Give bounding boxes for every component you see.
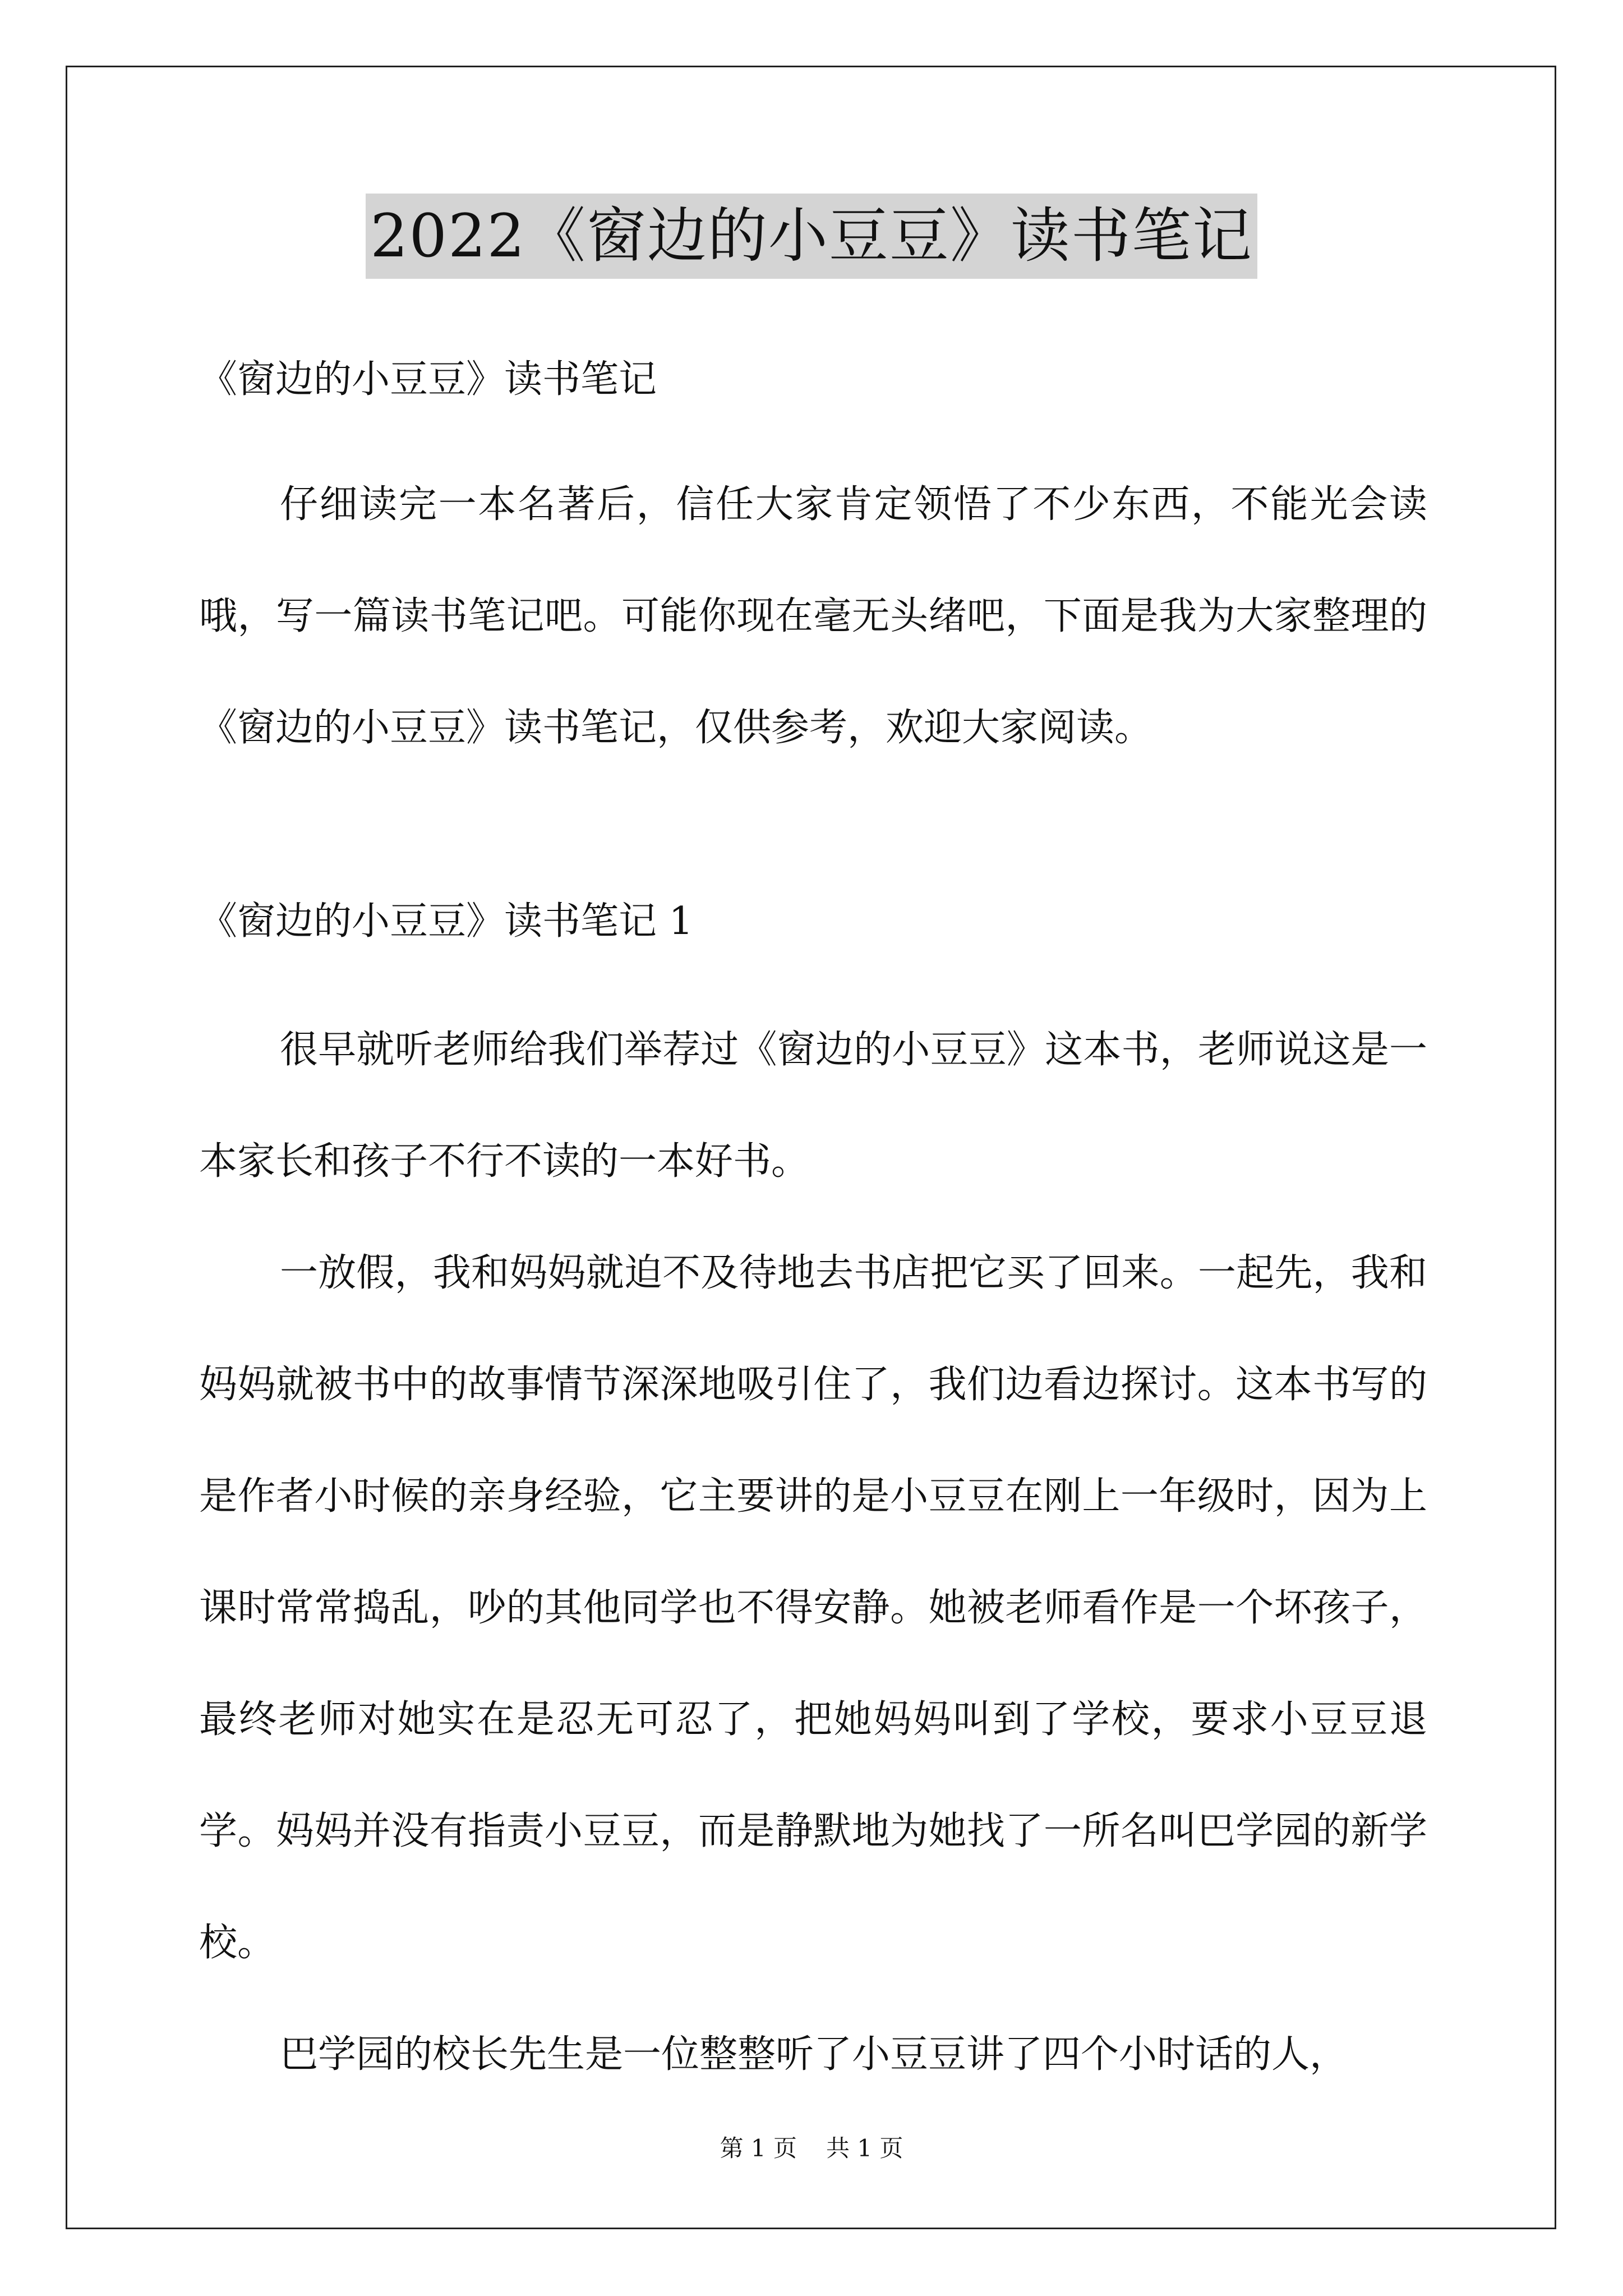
intro-paragraph: 仔细读完一本名著后，信任大家肯定领悟了不少东西，不能光会读哦，写一篇读书笔记吧。可能你现在毫无头绪吧，下面是我为大家整理的《窗边的小豆豆》读书笔记，仅供参考，欢迎大家阅读。	[199, 482, 1427, 750]
document-title: 2022《窗边的小豆豆》读书笔记	[366, 194, 1257, 279]
page-number: 第 1 页	[720, 2134, 797, 2162]
page-footer	[0, 2134, 1623, 2162]
note1-heading: 《窗边的小豆豆》读书笔记 1	[199, 899, 693, 944]
section-heading: 《窗边的小豆豆》读书笔记	[199, 357, 657, 402]
document-body	[199, 333, 1427, 2110]
body-paragraph: 一放假，我和妈妈就迫不及待地去书店把它买了回来。一起先，我和妈妈就被书中的故事情节深深地吸引住了，我们边看边探讨。这本书写的是作者小时候的亲身经验，它主要讲的是小豆豆在刚上一年级时，因为上课时常常捣乱，吵的其他同学也不得安静。她被老师看作是一个坏孩子，最终老师对她实在是忍无可忍了，把她妈妈叫到了学校，要求小豆豆退学。妈妈并没有指责小豆豆，而是静默地为她找了一所名叫巴学园的新学校。	[199, 1251, 1427, 1965]
page-total: 共 1 页	[826, 2134, 903, 2162]
body-paragraph: 巴学园的校长先生是一位整整听了小豆豆讲了四个小时话的人，	[280, 2032, 1348, 2077]
body-paragraph: 很早就听老师给我们举荐过《窗边的小豆豆》这本书，老师说这是一本家长和孩子不行不读的一本好书。	[199, 1028, 1427, 1184]
title-container	[0, 194, 1623, 279]
